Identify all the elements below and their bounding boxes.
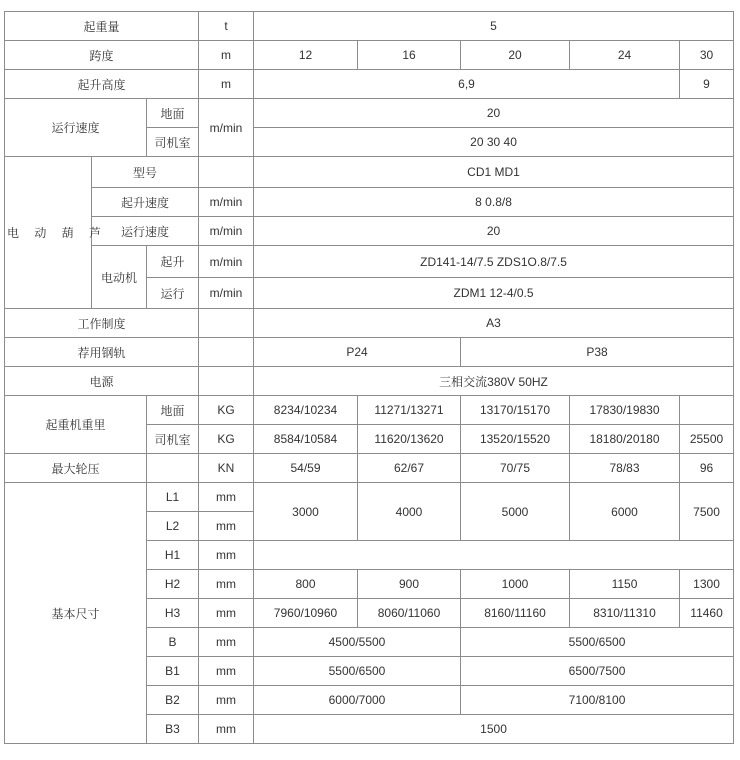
dim-B2-value-a: 6000/7000 [254,686,461,715]
weight-label: 起重机重里 [5,396,147,454]
hoist-motor-lift-value: ZD141-14/7.5 ZDS1O.8/7.5 [254,246,734,278]
travel-speed-label: 运行速度 [5,99,147,157]
hoist-model-value: CD1 MD1 [254,157,734,188]
hoist-lift-speed-label: 起升速度 [92,188,199,217]
hoist-travel-speed-label: 运行速度 [92,217,199,246]
dim-H1-unit: mm [199,541,254,570]
hoist-lift-speed-value: 8 0.8/8 [254,188,734,217]
row-duty [5,309,734,338]
dim-H3-value: 11460 [680,599,734,628]
dim-H2-value: 900 [358,570,461,599]
hoist-motor-lift-unit: m/min [199,246,254,278]
row-power [5,367,734,396]
dim-L-value: 4000 [358,483,461,541]
hoist-label: 电 动 葫 芦 [5,157,92,309]
hoist-motor-travel-unit: m/min [199,278,254,309]
duty-unit [199,309,254,338]
power-value: 三相交流380V 50HZ [254,367,734,396]
wheel-load-value: 62/67 [358,454,461,483]
span-unit: m [199,41,254,70]
dim-B-value-a: 4500/5500 [254,628,461,657]
dim-H3-value: 8310/11310 [570,599,680,628]
dim-L-value: 5000 [461,483,570,541]
dim-H3-value: 7960/10960 [254,599,358,628]
row-hoist-motor-lift [5,246,734,278]
weight-cab-value: 11620/13620 [358,425,461,454]
dim-B-label: B [147,628,199,657]
row-capacity [5,12,734,41]
rail-label: 荐用钢轨 [5,338,199,367]
weight-ground-value [680,396,734,425]
dim-H2-value: 800 [254,570,358,599]
wheel-load-sub [147,454,199,483]
hoist-model-unit [199,157,254,188]
wheel-load-value: 54/59 [254,454,358,483]
wheel-load-value: 96 [680,454,734,483]
hoist-model-label: 型号 [92,157,199,188]
travel-speed-cab-value: 20 30 40 [254,128,734,157]
dim-B2-label: B2 [147,686,199,715]
span-label: 跨度 [5,41,199,70]
weight-cab-label: 司机室 [147,425,199,454]
dim-B1-value-a: 5500/6500 [254,657,461,686]
span-value: 30 [680,41,734,70]
dim-B3-label: B3 [147,715,199,744]
dim-H2-value: 1300 [680,570,734,599]
rail-unit [199,338,254,367]
row-weight-ground [5,396,734,425]
capacity-label: 起重量 [5,12,199,41]
dim-B1-unit: mm [199,657,254,686]
travel-speed-cab-label: 司机室 [147,128,199,157]
dim-L-value: 3000 [254,483,358,541]
dim-H1-value [254,541,734,570]
dim-H3-unit: mm [199,599,254,628]
span-value: 12 [254,41,358,70]
dims-label: 基本尺寸 [5,483,147,744]
travel-speed-unit: m/min [199,99,254,157]
dim-L2-label: L2 [147,512,199,541]
weight-cab-value: 25500 [680,425,734,454]
hoist-motor-travel-label: 运行 [147,278,199,309]
row-dim-L1 [5,483,734,512]
dim-H2-unit: mm [199,570,254,599]
power-unit [199,367,254,396]
lift-height-unit: m [199,70,254,99]
wheel-load-unit: KN [199,454,254,483]
duty-value: A3 [254,309,734,338]
lift-height-value: 6,9 [254,70,680,99]
travel-speed-ground-label: 地面 [147,99,199,128]
dim-H3-label: H3 [147,599,199,628]
hoist-motor-travel-value: ZDM1 12-4/0.5 [254,278,734,309]
dim-B3-value: 1500 [254,715,734,744]
row-wheel-load [5,454,734,483]
rail-value-b: P38 [461,338,734,367]
weight-cab-value: 8584/10584 [254,425,358,454]
weight-ground-value: 8234/10234 [254,396,358,425]
row-hoist-lift-speed [5,188,734,217]
row-span [5,41,734,70]
weight-ground-value: 17830/19830 [570,396,680,425]
span-value: 20 [461,41,570,70]
dim-B2-unit: mm [199,686,254,715]
dim-L1-label: L1 [147,483,199,512]
dim-H1-label: H1 [147,541,199,570]
dim-H2-label: H2 [147,570,199,599]
hoist-motor-lift-label: 起升 [147,246,199,278]
dim-B3-unit: mm [199,715,254,744]
dim-L1-unit: mm [199,483,254,512]
hoist-lift-speed-unit: m/min [199,188,254,217]
dim-B-value-b: 5500/6500 [461,628,734,657]
hoist-motor-label: 电动机 [92,246,147,309]
span-value: 24 [570,41,680,70]
hoist-travel-speed-unit: m/min [199,217,254,246]
weight-cab-value: 13520/15520 [461,425,570,454]
spec-table-container [4,11,734,744]
duty-label: 工作制度 [5,309,199,338]
weight-cab-unit: KG [199,425,254,454]
lift-height-label: 起升高度 [5,70,199,99]
weight-ground-label: 地面 [147,396,199,425]
dim-B2-value-b: 7100/8100 [461,686,734,715]
travel-speed-ground-value: 20 [254,99,734,128]
row-hoist-travel-speed [5,217,734,246]
dim-H3-value: 8060/11060 [358,599,461,628]
weight-ground-value: 13170/15170 [461,396,570,425]
crane-spec-table [4,11,734,744]
dim-L-value: 7500 [680,483,734,541]
weight-ground-value: 11271/13271 [358,396,461,425]
lift-height-value-last: 9 [680,70,734,99]
dim-H2-value: 1150 [570,570,680,599]
wheel-load-value: 70/75 [461,454,570,483]
dim-B1-label: B1 [147,657,199,686]
hoist-travel-speed-value: 20 [254,217,734,246]
power-label: 电源 [5,367,199,396]
dim-L-value: 6000 [570,483,680,541]
rail-value-a: P24 [254,338,461,367]
weight-cab-value: 18180/20180 [570,425,680,454]
capacity-value: 5 [254,12,734,41]
dim-H2-value: 1000 [461,570,570,599]
row-hoist-model [5,157,734,188]
row-rail [5,338,734,367]
span-value: 16 [358,41,461,70]
wheel-load-value: 78/83 [570,454,680,483]
dim-H3-value: 8160/11160 [461,599,570,628]
dim-B-unit: mm [199,628,254,657]
row-lift-height [5,70,734,99]
weight-ground-unit: KG [199,396,254,425]
dim-L2-unit: mm [199,512,254,541]
capacity-unit: t [199,12,254,41]
row-travel-speed-ground [5,99,734,128]
wheel-load-label: 最大轮压 [5,454,147,483]
dim-B1-value-b: 6500/7500 [461,657,734,686]
